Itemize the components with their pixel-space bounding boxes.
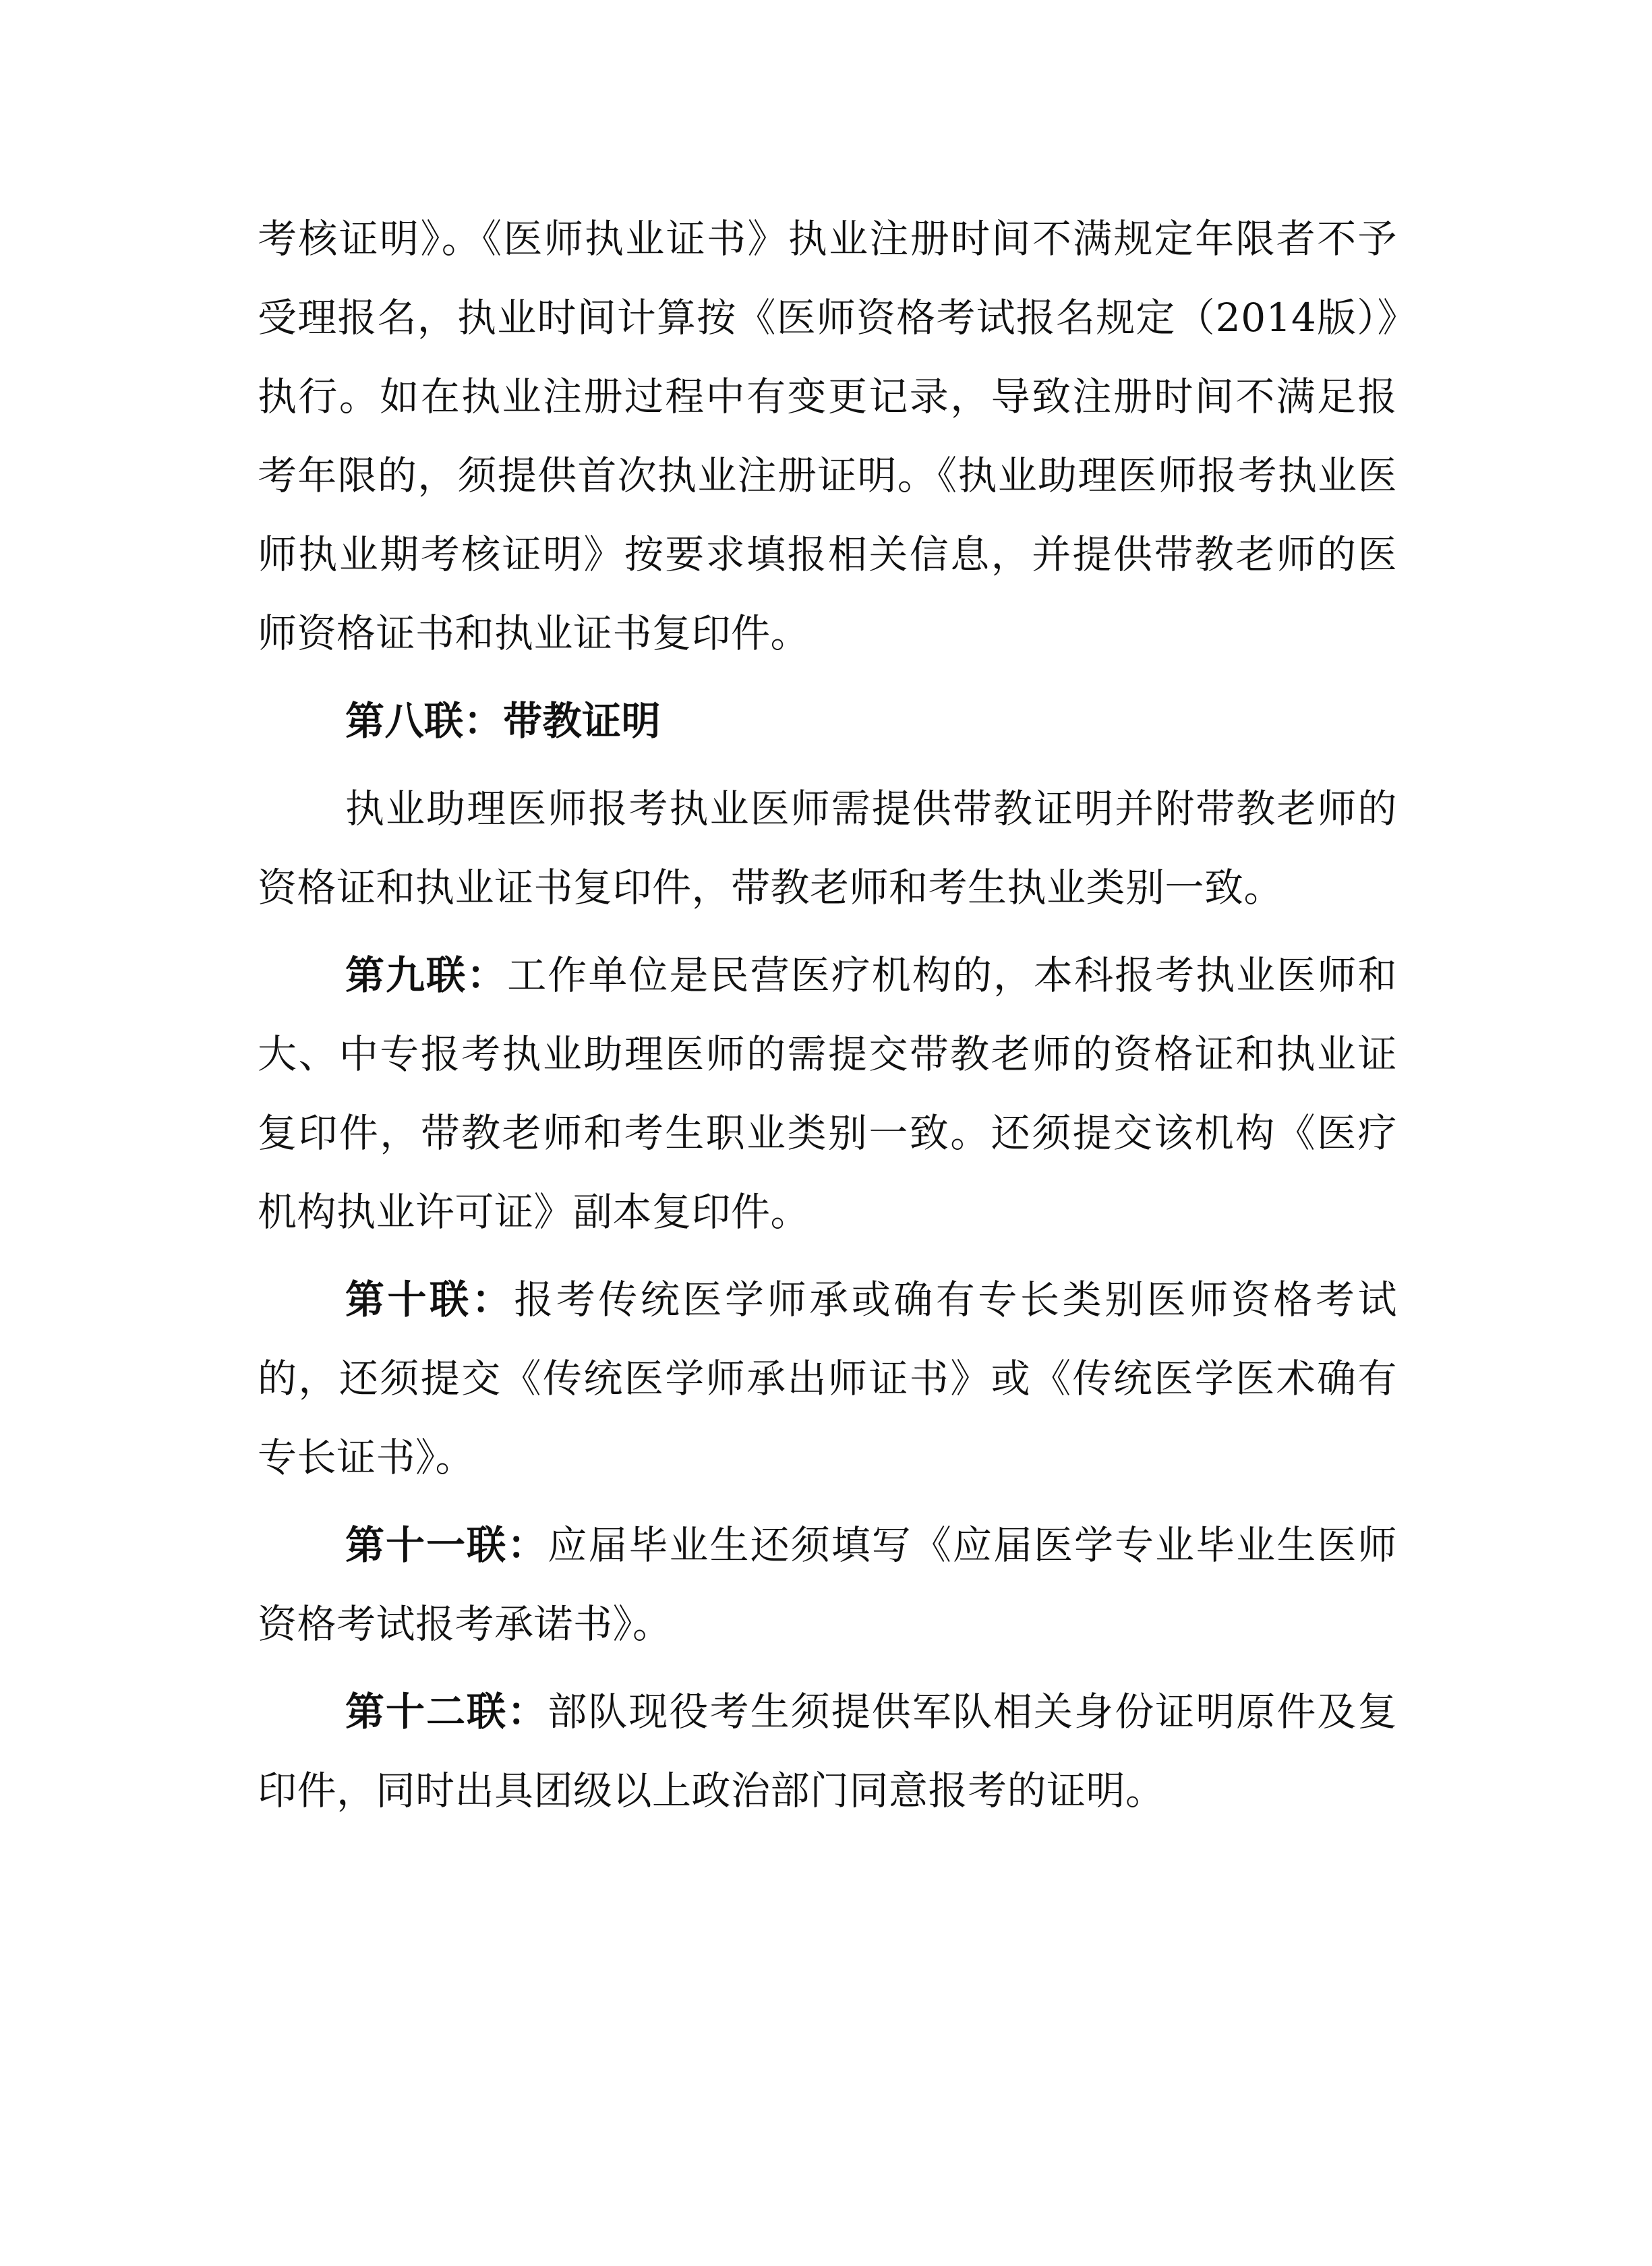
section-heading-text: 第八联：带教证明	[345, 698, 661, 744]
paragraph-text: 应届毕业生还须填写《应届医学专业毕业生医师资格考试报考承诺书》。	[258, 1522, 1397, 1647]
paragraph-lead: 第十一联：	[345, 1522, 548, 1568]
paragraph-ninth	[258, 936, 1397, 1252]
paragraph-eleventh	[258, 1506, 1397, 1664]
paragraph-text: 执业助理医师报考执业医师需提供带教证明并附带教老师的资格证和执业证书复印件，带教老师和考生执业类别一致。	[258, 786, 1397, 910]
paragraph-teaching-proof	[258, 769, 1397, 927]
paragraph-lead: 第十联：	[345, 1277, 514, 1323]
paragraph-lead: 第九联：	[345, 952, 508, 998]
paragraph-lead: 第十二联：	[345, 1689, 548, 1735]
document-page	[258, 200, 1397, 1839]
paragraph-twelfth	[258, 1673, 1397, 1830]
paragraph-exam-certificate-continuation	[258, 200, 1397, 673]
paragraph-text: 考核证明》。《医师执业证书》执业注册时间不满规定年限者不予受理报名，执业时间计算按《医师资格考试报名规定（2014版）》执行。如在执业注册过程中有变更记录，导致注册时间不满足报考年限的，须提供首次执业注册证明。《执业助理医师报考执业医师执业期考核证明》按要求填报相关信息，并提供带教老师的医师资格证书和执业证书复印件。	[258, 216, 1397, 656]
paragraph-tenth	[258, 1260, 1397, 1497]
paragraph-text: 工作单位是民营医疗机构的，本科报考执业医师和大、中专报考执业助理医师的需提交带教老师的资格证和执业证复印件，带教老师和考生职业类别一致。还须提交该机构《医疗机构执业许可证》副本复印件。	[258, 952, 1397, 1235]
section-heading-eighth	[258, 682, 1397, 761]
paragraph-text: 报考传统医学师承或确有专长类别医师资格考试的，还须提交《传统医学师承出师证书》或《传统医学医术确有专长证书》。	[258, 1277, 1397, 1480]
paragraph-text: 部队现役考生须提供军队相关身份证明原件及复印件，同时出具团级以上政治部门同意报考的证明。	[258, 1689, 1397, 1813]
